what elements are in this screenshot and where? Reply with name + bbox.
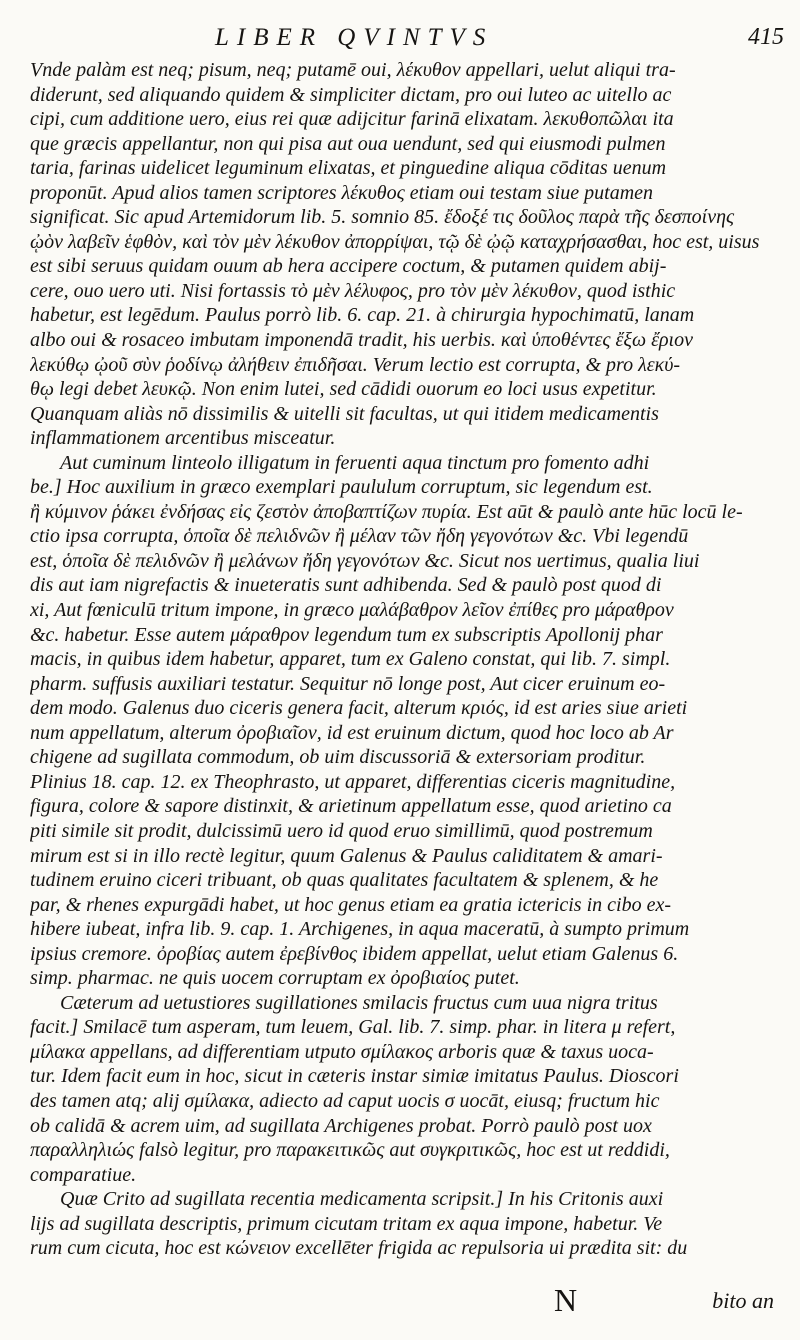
body-text (30, 58, 770, 1261)
text-line: &c. habetur. Esse autem μάραθρον legendum tum ex subscriptis Apollonij phar (30, 623, 663, 646)
text-line: ctio ipsa corrupta, ὁποῖα δὲ πελιδνῶν ἢ μέλαν τῶν ἤδη γεγονότων &c. Vbi legendū (30, 525, 689, 548)
text-line: rum cum cicuta, hoc est κώνειον excellēter frigida ac repulsoria ui prædita sit: du (30, 1237, 688, 1260)
text-line: μίλακα appellans, ad differentiam utputo σμίλακος arboris quæ & taxus uoca- (30, 1040, 654, 1063)
paragraph (30, 451, 770, 991)
text-line: comparatiue. (30, 1163, 137, 1186)
text-line: tudinem eruino ciceri tribuant, ob quas qualitates facultatem & splenem, & he (30, 869, 659, 892)
text-line: par, & rhenes expurgādi habet, ut hoc genus etiam ea gratia ictericis in cibo ex- (30, 893, 671, 916)
catchword: bito an (712, 1288, 774, 1313)
page-number: 415 (748, 24, 784, 50)
text-line: macis, in quibus idem habetur, apparet, tum ex Galeno constat, qui lib. 7. simpl. (30, 648, 671, 671)
paragraph (30, 58, 770, 451)
text-line: proponūt. Apud alios tamen scriptores λέκυθος etiam oui testam siue putamen (30, 181, 654, 204)
text-line: est, ὁποῖα δὲ πελιδνῶν ἢ μελάνων ἤδη γεγονότων &c. Sicut nos uertimus, qualia liui (30, 549, 700, 572)
text-line: Plinius 18. cap. 12. ex Theophrasto, ut apparet, differentias ciceris magnitudine, (30, 770, 676, 793)
text-line: pharm. suffusis auxiliari testatur. Sequitur nō longe post, Aut cicer eruinum eo- (30, 672, 666, 695)
text-line: albo oui & rosaceo imbutam imponendā tradit, his uerbis. καὶ ὑποθέντες ἔξω ἔριον (30, 329, 693, 352)
text-line: ᾠὸν λαβεῖν ἑφθὸν, καὶ τὸν μὲν λέκυθον ἀπορρίψαι, τῷ δὲ ᾠῷ καταχρήσασθαι, hoc est, uisus (30, 230, 760, 253)
text-line: habetur, est legēdum. Paulus porrò lib. 6. cap. 21. à chirurgia hypochimatū, lanam (30, 304, 695, 327)
running-head (0, 24, 800, 54)
text-line: taria, farinas uidelicet leguminum elixatas, et pinguedine aliqua cōditas uenum (30, 157, 667, 180)
text-line: παραλληλιώς falsò legitur, pro παρακειτικῶς aut συγκριτικῶς, hoc est ut reddidi, (30, 1139, 670, 1162)
text-line: chigene ad sugillata commodum, ob uim discussoriā & extersoriam proditur. (30, 746, 646, 769)
text-line: ob calidā & acrem uim, ad sugillata Archigenes probat. Porrò paulò post uox (30, 1114, 652, 1137)
text-line: Cæterum ad uetustiores sugillationes smilacis fructus cum uua nigra tritus (60, 991, 658, 1014)
text-line: ἢ κύμινον ῥάκει ἐνδήσας εἰς ζεστὸν ἀποβαπτίζων πυρία. Est aūt & paulò ante hūc locū le- (30, 500, 743, 523)
text-line: figura, colore & sapore distinxit, & arietinum appellatum esse, quod arietino ca (30, 795, 672, 818)
text-line: des tamen atq; alij σμίλακα, adiecto ad caput uocis σ uocāt, eiusq; fructum hic (30, 1089, 660, 1112)
text-line: ipsius cremore. ὀροβίας autem ἐρεβίνθος ibidem appellat, uelut etiam Galenus 6. (30, 942, 679, 965)
text-line: est sibi seruus quidam ouum ab hera accipere coctum, & putamen quidem abij- (30, 255, 667, 278)
text-line: tur. Idem facit eum in hoc, sicut in cæteris instar simiæ imitatus Paulus. Dioscori (30, 1065, 679, 1088)
text-line: Aut cuminum linteolo illigatum in feruenti aqua tinctum pro fomento adhi (60, 451, 650, 474)
text-line: que græcis appellantur, non qui pisa aut oua uendunt, sed qui eiusmodi pulmen (30, 132, 666, 155)
text-line: θῳ legi debet λευκῷ. Non enim lutei, sed cādidi ouorum eo loci usus expetitur. (30, 378, 657, 401)
text-line: dis aut iam nigrefactis & inueteratis sunt adhibenda. Sed & paulò post quod di (30, 574, 662, 597)
text-line: num appellatum, alterum ὀροβιαῖον, id est eruinum dictum, quod hoc loco ab Ar (30, 721, 674, 744)
text-line: mirum est si in illo rectè legitur, quum Galenus & Paulus caliditatem & amari- (30, 844, 663, 867)
text-line: hibere iubeat, infra lib. 9. cap. 1. Archigenes, in aqua maceratū, à sumpto primum (30, 918, 690, 941)
paragraph (30, 991, 770, 1187)
text-line: inflammationem arcentibus misceatur. (30, 427, 336, 450)
running-title: LIBER QVINTVS (215, 24, 494, 51)
page-footer (554, 1282, 774, 1318)
text-line: Vnde palàm est neq; pisum, neq; putamē oui, λέκυθον appellari, uelut aliqui tra- (30, 59, 676, 81)
text-line: simp. pharmac. ne quis uocem corruptam ex ὀροβιαίος putet. (30, 967, 520, 990)
text-line: facit.] Smilacē tum asperam, tum leuem, Gal. lib. 7. simp. phar. in litera μ refert, (30, 1016, 676, 1039)
text-line: cere, ouo uero uti. Nisi fortassis τὸ μὲν λέλυφος, pro τὸν μὲν λέκυθον, quod isthic (30, 279, 676, 302)
paragraph (30, 1187, 770, 1261)
text-line: diderunt, sed aliquando quidem & simpliciter dictam, pro oui luteo ac uitello ac (30, 83, 672, 106)
text-line: lijs ad sugillata descriptis, primum cicutam tritam ex aqua impone, habetur. Ve (30, 1212, 663, 1235)
text-line: significat. Sic apud Artemidorum lib. 5. somnio 85. ἔδοξέ τις δοῦλος παρὰ τῆς δεσποίνης (30, 206, 735, 229)
text-line: Quæ Crito ad sugillata recentia medicamenta scripsit.] In his Critonis auxi (60, 1188, 664, 1211)
text-line: be.] Hoc auxilium in græco exemplari paululum corruptum, sic legendum est. (30, 476, 653, 499)
text-line: xi, Aut fœniculū tritum impone, in græco μαλάβαθρον λεῖον ἐπίθες pro μάραθρον (30, 599, 674, 622)
text-line: piti simile sit prodit, dulcissimū uero id quod eruo simillimū, quod postremum (30, 819, 653, 842)
text-line: Quanquam aliàs nō dissimilis & uitelli sit facultas, ut qui itidem medicamentis (30, 402, 659, 425)
text-line: dem modo. Galenus duo ciceris genera facit, alterum κριός, id est aries siue arieti (30, 697, 688, 720)
text-line: cipi, cum additione uero, eius rei quæ adijcitur farinā elixatam. λεκυθοπῶλαι ita (30, 108, 674, 131)
signature-mark: N (554, 1282, 578, 1318)
text-line: λεκύθῳ ᾠοῦ σὺν ῥοδίνῳ ἀλήθειν ἐπιδῆσαι. Verum lectio est corrupta, & pro λεκύ- (30, 353, 681, 376)
